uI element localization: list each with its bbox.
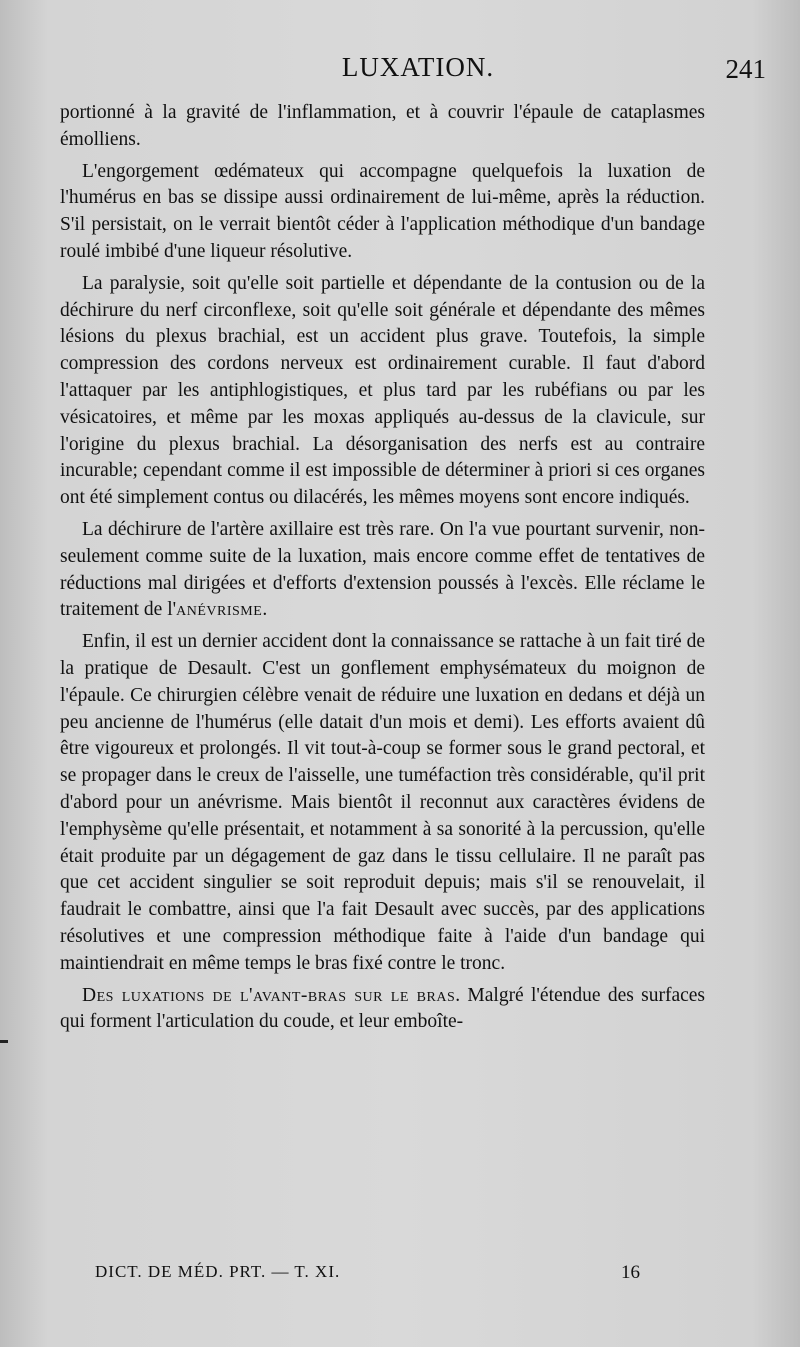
running-title: LUXATION. — [341, 52, 495, 82]
paragraph — [60, 517, 705, 624]
paragraph-text: La déchirure de l'artère axillaire est très rare. On l'a vue pourtant survenir, non-seulement comme suite de la luxation, mais encore comme effet de tentatives de réductions mal dirigées et d'efforts d'extension poussés à l'excès. Elle réclame le traitement de l' — [60, 518, 705, 621]
page-body — [60, 100, 705, 1036]
section-heading-paragraph — [60, 983, 705, 1037]
printer-signature: DICT. DE MÉD. PRT. — T. XI. — [95, 1262, 341, 1281]
margin-mark — [0, 1040, 8, 1043]
paragraph-text: La paralysie, soit qu'elle soit partielle et dépendante de la contusion ou de la déchirure du nerf circonflexe, soit qu'elle soit générale et dépendante des mêmes lésions du plexus brachial, est un accident plus grave. Toutefois, la simple compression des cordons nerveux est ordinairement curable. Il faut d'abord l'attaquer par les antiphlogistiques, et plus tard par les rubéfians ou par les vésicatoires, et même par les moxas appliqués au-dessus de la clavicule, sur l'origine du plexus brachial. La désorganisation des nerfs est au contraire incurable; cependant comme il est impossible de déterminer à priori si ces organes ont été simplement contus ou dilacérés, les mêmes moyens sont encore indiqués. — [60, 272, 705, 509]
page-footer — [95, 1262, 640, 1292]
section-heading: Des luxations de l'avant-bras sur le bras — [82, 984, 456, 1006]
paragraph — [60, 159, 705, 266]
paragraph — [60, 100, 705, 154]
paragraph — [60, 629, 705, 977]
paragraph-text: . Malgré l'étendue des surfaces qui forment l'articulation du coude, et leur emboîte- — [60, 984, 705, 1033]
paragraph-text: L'engorgement œdémateux qui accompagne quelquefois la luxation de l'humérus en bas se dissipe aussi ordinairement de lui-même, après la réduction. S'il persistait, on le verrait bientôt céder à l'application méthodique d'un bandage roulé imbibé d'une liqueur résolutive. — [60, 160, 705, 262]
paragraph-text: Enfin, il est un dernier accident dont la connaissance se rattache à un fait tiré de la pratique de Desault. C'est un gonflement emphysémateux du moignon de l'épaule. Ce chirurgien célèbre venait de réduire une luxation en dedans et déjà un peu ancienne de l'humérus (elle datait d'un mois et demi). Les efforts avaient dû être vigoureux et prolongés. Il vit tout-à-coup se former sous le grand pectoral, et se propager dans le creux de l'aisselle, une tuméfaction très considérable, qu'il prit d'abord pour un anévrisme. Mais bientôt il reconnut aux caractères évidens de l'emphysème qu'elle présentait, et notamment à sa sonorité à la percussion, qu'elle était produite par un dégagement de gaz dans le tissu cellulaire. Il ne paraît pas que cet accident singulier se soit reproduit depuis; mais s'il se renouvelait, il faudrait le combattre, ainsi que l'a fait Desault avec succès, par des applications résolutives et une compression méthodique faite à l'aide d'un bandage qui maintiendrait en même temps le bras fixé contre le tronc. — [60, 631, 705, 974]
paragraph-text-end: . — [262, 599, 268, 621]
paragraph — [60, 271, 705, 512]
paragraph-text: portionné à la gravité de l'inflammation, et à couvrir l'épaule de cataplasmes émolliens. — [60, 102, 705, 150]
page-number: 241 — [725, 54, 766, 84]
sheet-number: 16 — [621, 1262, 640, 1283]
paragraph-small-caps: anévrisme — [176, 599, 263, 621]
page-header — [58, 52, 778, 88]
